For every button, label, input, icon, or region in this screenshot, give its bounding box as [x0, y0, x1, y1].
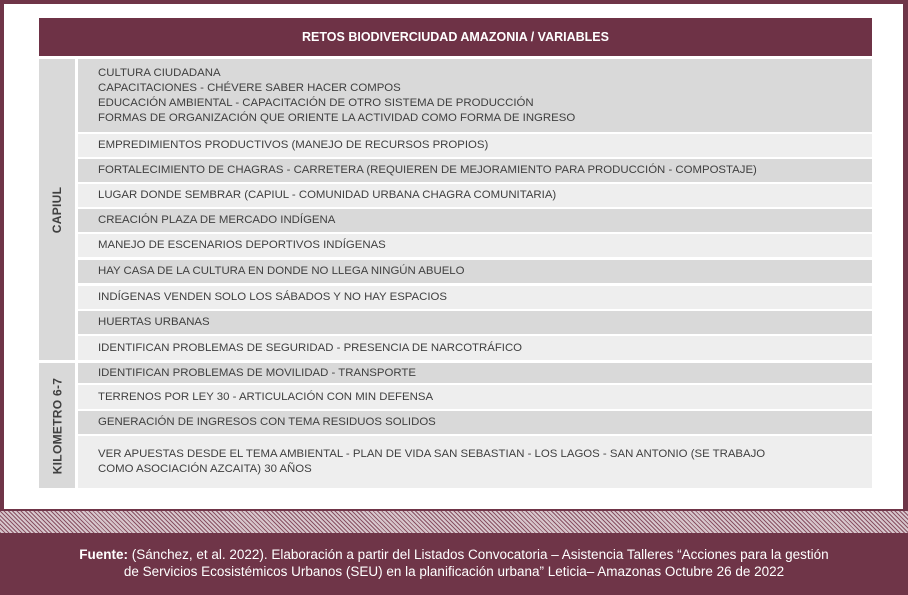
group-label-capiul	[39, 59, 75, 360]
row-line: COMO ASOCIACIÓN AZCAITA) 30 AÑOS	[98, 463, 312, 475]
row-line: IDENTIFICAN PROBLEMAS DE SEGURIDAD - PRESENCIA DE NARCOTRÁFICO	[98, 341, 523, 354]
row-line: MANEJO DE ESCENARIOS DEPORTIVOS INDÍGENAS	[98, 239, 386, 251]
source-text-line2: de Servicios Ecosistémicos Urbanos (SEU) en la planificación urbana” Leticia– Amazonas Octubre 26 de 2022	[123, 564, 785, 579]
row-line: CULTURA CIUDADANA	[98, 66, 221, 79]
table-header	[39, 18, 872, 56]
row-line: EMPREDIMIENTOS PRODUCTIVOS (MANEJO DE RECURSOS PROPIOS)	[98, 139, 489, 151]
table-row	[78, 363, 872, 383]
row-line: LUGAR DONDE SEMBRAR (CAPIUL - COMUNIDAD URBANA CHAGRA COMUNITARIA)	[98, 189, 557, 201]
row-line: CAPACITACIONES - CHÉVERE SABER HACER COMPOS	[98, 81, 401, 94]
group-label-kilometro	[39, 363, 75, 488]
row-line: HAY CASA DE LA CULTURA EN DONDE NO LLEGA NINGÚN ABUELO	[98, 265, 465, 277]
table-row	[78, 385, 872, 409]
table-row	[78, 184, 872, 207]
source-label: Fuente:	[79, 547, 129, 562]
row-line: GENERACIÓN DE INGRESOS CON TEMA RESIDUOS SOLIDOS	[98, 416, 436, 428]
table-row	[78, 336, 872, 360]
row-line: CREACIÓN PLAZA DE MERCADO INDÍGENA	[98, 214, 336, 226]
row-line: FORTALECIMIENTO DE CHAGRAS - CARRETERA (REQUIEREN DE MEJORAMIENTO PARA PRODUCCIÓN - COMPOSTAJE)	[98, 164, 757, 176]
source-text-line1: (Sánchez, et al. 2022). Elaboración a partir del Listados Convocatoria – Asistencia Talleres “Acciones para la gestión	[128, 547, 829, 562]
row-line: INDÍGENAS VENDEN SOLO LOS SÁBADOS Y NO HAY ESPACIOS	[98, 291, 447, 303]
row-line: IDENTIFICAN PROBLEMAS DE MOVILIDAD - TRANSPORTE	[98, 366, 416, 379]
row-line: HUERTAS URBANAS	[98, 316, 210, 328]
table-panel	[4, 4, 903, 509]
table-row	[78, 159, 872, 182]
row-line: FORMAS DE ORGANIZACIÓN QUE ORIENTE LA ACTIVIDAD COMO FORMA DE INGRESO	[98, 111, 576, 124]
table-row	[78, 311, 872, 334]
table-row	[78, 234, 872, 257]
table-row	[78, 209, 872, 232]
table-row	[78, 286, 872, 309]
row-line: VER APUESTAS DESDE EL TEMA AMBIENTAL - PLAN DE VIDA SAN SEBASTIAN - LOS LAGOS - SAN ANTONIO (SE TRABAJO	[98, 448, 766, 460]
row-line: EDUCACIÓN AMBIENTAL - CAPACITACIÓN DE OTRO SISTEMA DE PRODUCCIÓN	[98, 96, 534, 109]
row-line: TERRENOS POR LEY 30 - ARTICULACIÓN CON MIN DEFENSA	[98, 390, 434, 403]
table-row	[78, 436, 872, 488]
group-label-text: CAPIUL	[50, 186, 64, 233]
table-row	[78, 134, 872, 157]
table-row	[78, 411, 872, 434]
decorative-stripes	[0, 511, 908, 533]
table-title: RETOS BIODIVERCIUDAD AMAZONIA / VARIABLES	[302, 30, 609, 44]
group-label-text: KILOMETRO 6-7	[50, 377, 65, 474]
table-row	[78, 260, 872, 283]
table-row	[78, 59, 872, 132]
source-caption	[0, 533, 908, 595]
